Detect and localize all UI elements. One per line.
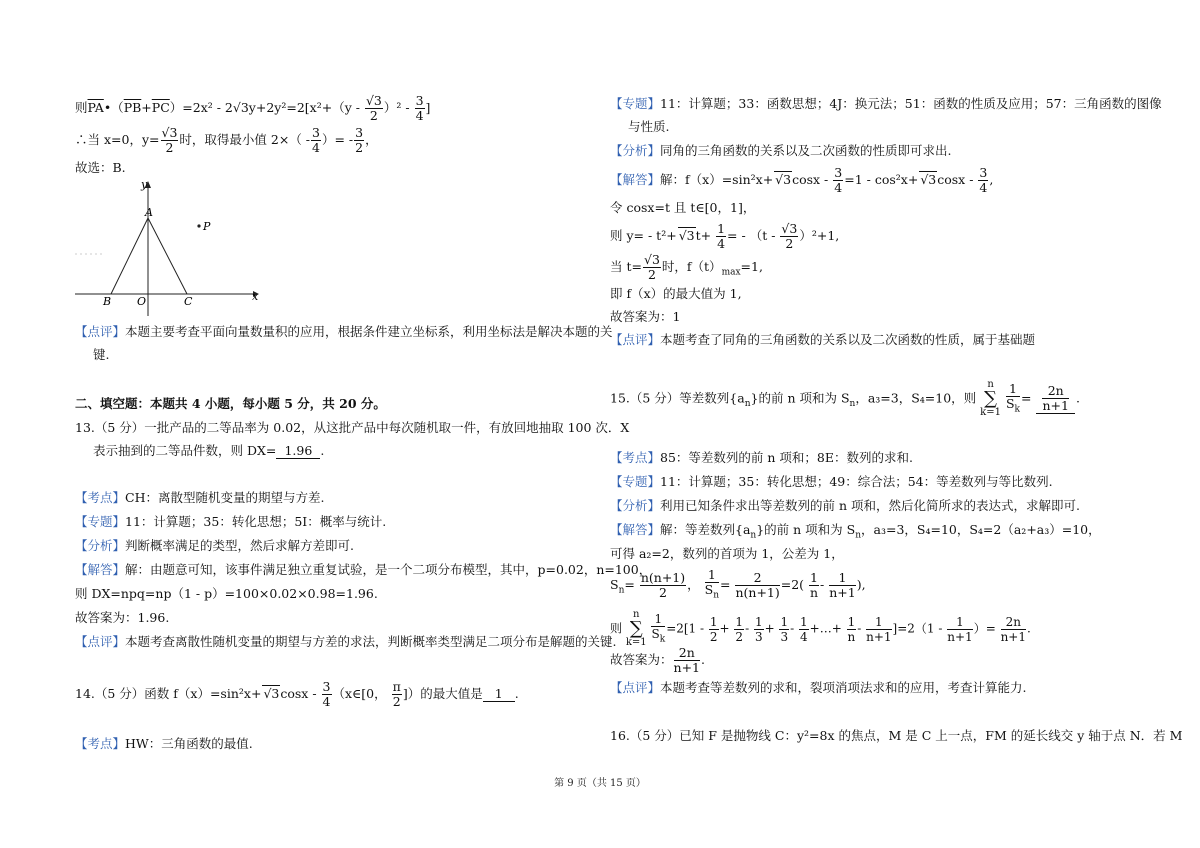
q15-jieda-2: 可得 a₂=2，数列的首项为 1，公差为 1， [610,546,844,561]
segment-ac [148,218,187,294]
label-b: B [103,295,112,308]
q15-fenxi: 【分析】利用已知条件求出等差数列的前 n 项和，然后化简所求的表达式，求解即可. [610,498,1080,513]
label-x: x [252,290,259,303]
question-13-line1: 13.（5 分）一批产品的二等品率为 0.02，从这批产品中每次随机取一件，有放回地抽取 100 次．X [75,420,630,435]
summation: n ∑ k=1 [980,379,1001,418]
answer-blank: $\frac{2n}{n+1}$ [1036,384,1074,414]
q14-zhuanti-cont: 与性质. [628,119,670,134]
choice-answer: 故选：B. [75,160,126,175]
fraction: $\frac{3}{4}$ [415,93,424,123]
fraction: $\frac{√3}{2}$ [365,93,382,123]
label-y: y [141,178,148,191]
q14-jieda-1: 【解答】解：f（x）=sin²x+ √3cosx - $\frac{3}{4}$ =1 - cos²x+ √3cosx - $\frac{3}{4}$ , [610,165,994,195]
q13-answer: 故答案为：1.96. [75,610,170,625]
q15-zhuanti: 【专题】11：计算题；35：转化思想；49：综合法；54：等差数列与等比数列. [610,474,1053,489]
vector-expression-line: 则$\overline{PA}•(\overline{PB}+\overline{PC})=2x^2 - 2√3y+2y^2=2[x^2+(y$ - $\frac{√3}{2}$ ）² - $\frac{3}{4}$ ] [75,93,431,123]
q14-dianping: 【点评】本题考查了同角的三角函数的关系以及二次函数的性质，属于基础题 [610,332,1036,347]
q15-jieda-1: 【解答】解：等差数列$\{a_n\}$的前 n 项和为 $S_n$，a₃=3，S₄=10，S₄=2（a₂+a₃）=10， [610,522,1101,541]
q13-kaodian: 【考点】CH：离散型随机变量的期望与方差. [75,490,325,505]
answer-blank: 1 [483,686,515,702]
q15-dianping: 【点评】本题考查等差数列的求和，裂项消项法求和的应用，考查计算能力. [610,680,1027,695]
min-value-line: ∴当 x=0，y= $\frac{√3}{2}$ 时，取得最小值 2×（ - $\frac{3}{4}$ ）= - $\frac{3}{2}$ ， [75,125,378,155]
page-footer: 第 9 页（共 15 页） [554,778,646,789]
q14-jieda-2: 令 cosx=t 且 t∈[0，1]， [610,200,756,215]
q15-jieda-4: 则 n ∑ k=1 $\frac{1}{S_k}$ =2[1 - $\frac{1}{2}$ + $\frac{1}{2}$ - $\frac{1}{3}$ + $\frac{1}{3}$ - $\frac{1}{4}$ +…+ $\frac{1}{n}$ - $\frac{1}{n+1}$ ]=2（1 - $\frac{1}{n+1}$ ）= $\frac{2n}{n+1}$ . [610,609,1031,648]
q14-kaodian: 【考点】HW：三角函数的最值. [75,736,253,751]
q13-zhuanti: 【专题】11：计算题；35：转化思想；5I：概率与统计. [75,514,387,529]
q13-dianping: 【点评】本题考查离散性随机变量的期望与方差的求法，判断概率类型满足二项分布是解题的关键. [75,634,617,649]
comment-1-cont: 键. [93,347,110,362]
label-a: A [145,206,153,219]
q14-jieda-3: 则 y= - t²+ √3t+ $\frac{1}{4}$ = - （t - $\frac{√3}{2}$ ）²+1, [610,221,840,251]
question-15: 15.（5 分）等差数列$\{a_n\}$的前 n 项和为 $S_n$，a₃=3，S₄=10，则 n ∑ k=1 $\frac{1}{S_k}$ = $\frac{2n}{n+1}$ . [610,379,1080,418]
q14-jieda-4: 当 t= $\frac{√3}{2}$ 时，$f(t)_{max}=1$, [610,252,763,282]
q15-answer: 故答案为： $\frac{2n}{n+1}$ . [610,645,705,675]
q13-fenxi: 【分析】判断概率满足的类型，然后求解方差即可. [75,538,354,553]
q13-jieda: 【解答】解：由题意可知，该事件满足独立重复试验，是一个二项分布模型，其中，p=0.02，n=100， [75,562,652,577]
answer-blank: 1.96 [276,443,320,459]
q13-jieda-2: 则 DX=npq=np（1 - p）=100×0.02×0.98=1.96. [75,586,378,601]
coordinate-figure [75,176,275,316]
label-c: C [184,295,193,308]
segment-ab [111,218,148,294]
question-16: 16.（5 分）已知 F 是抛物线 C：y²=8x 的焦点，M 是 C 上一点，FM 的延长线交 y 轴于点 N．若 M [610,728,1183,743]
q15-jieda-3: $S_n=$ $\frac{n(n+1)}{2}$ ， $\frac{1}{S_n}$ = $\frac{2}{n(n+1)}$ =2( $\frac{1}{n}$ - $\frac{1}{n+1}$ ), [610,567,866,601]
point-p [197,224,200,227]
q14-jieda-5: 即 f（x）的最大值为 1, [610,286,742,301]
comment-1: 【点评】本题主要考查平面向量数量积的应用，根据条件建立坐标系，利用坐标法是解决本题的关 [75,324,613,339]
q14-zhuanti: 【专题】11：计算题；33：函数思想；4J：换元法；51：函数的性质及应用；57：三角函数的图像 [610,96,1162,111]
section-heading: 二、填空题：本题共 4 小题，每小题 5 分，共 20 分。 [75,396,386,411]
q14-fenxi: 【分析】同角的三角函数的关系以及二次函数的性质即可求出. [610,143,952,158]
q14-answer: 故答案为：1 [610,309,681,324]
question-13-line2: 表示抽到的二等品件数，则 DX= 1.96 . [93,443,325,458]
q15-kaodian: 【考点】85：等差数列的前 n 项和；8E：数列的求和. [610,450,913,465]
label-p: P [203,220,211,233]
label-o: O [137,295,147,308]
question-14: 14.（5 分）函数 f（x）=sin²x+ √3cosx - $\frac{3}{4}$ （x∈[0， $\frac{\pi}{2}$ ]）的最大值是 1 . [75,679,519,709]
